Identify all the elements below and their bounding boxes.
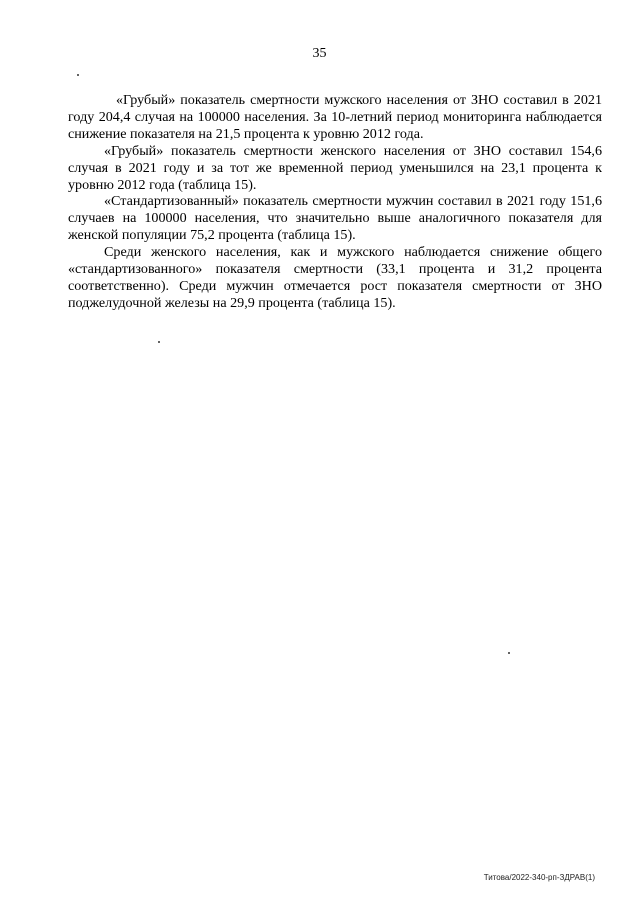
document-footer-code: Титова/2022-340-рп-ЗДРАВ(1) xyxy=(483,873,595,882)
paragraph-female-crude-mortality: «Грубый» показатель смертности женского населения от ЗНО составил 154,6 случая в 2021 году и за тот же временной период уменьшился на 23,1 процента к уровню 2012 года (таблица 15). xyxy=(68,142,602,193)
scan-speck xyxy=(77,74,79,76)
scan-speck xyxy=(508,652,510,654)
page-number: 35 xyxy=(312,46,327,61)
scan-speck xyxy=(158,341,160,343)
paragraph-male-standardized-mortality: «Стандартизованный» показатель смертности мужчин составил в 2021 году 151,6 случаев на 100000 населения, что значительно выше аналогичного показателя для женской популяции 75,2 процента (таблица 15). xyxy=(68,193,602,244)
document-body xyxy=(68,92,602,312)
paragraph-female-standardized-trend: Среди женского населения, как и мужского наблюдается снижение общего «стандартизованного» показателя смертности (33,1 процента и 31,2 процента соответственно). Среди мужчин отмечается рост показателя смертности от ЗНО поджелудочной железы на 29,9 процента (таблица 15). xyxy=(68,244,602,311)
paragraph-male-crude-mortality: «Грубый» показатель смертности мужского населения от ЗНО составил в 2021 году 204,4 случая на 100000 населения. За 10-летний период мониторинга наблюдается снижение показателя на 21,5 процента к уровню 2012 года. xyxy=(68,92,602,142)
